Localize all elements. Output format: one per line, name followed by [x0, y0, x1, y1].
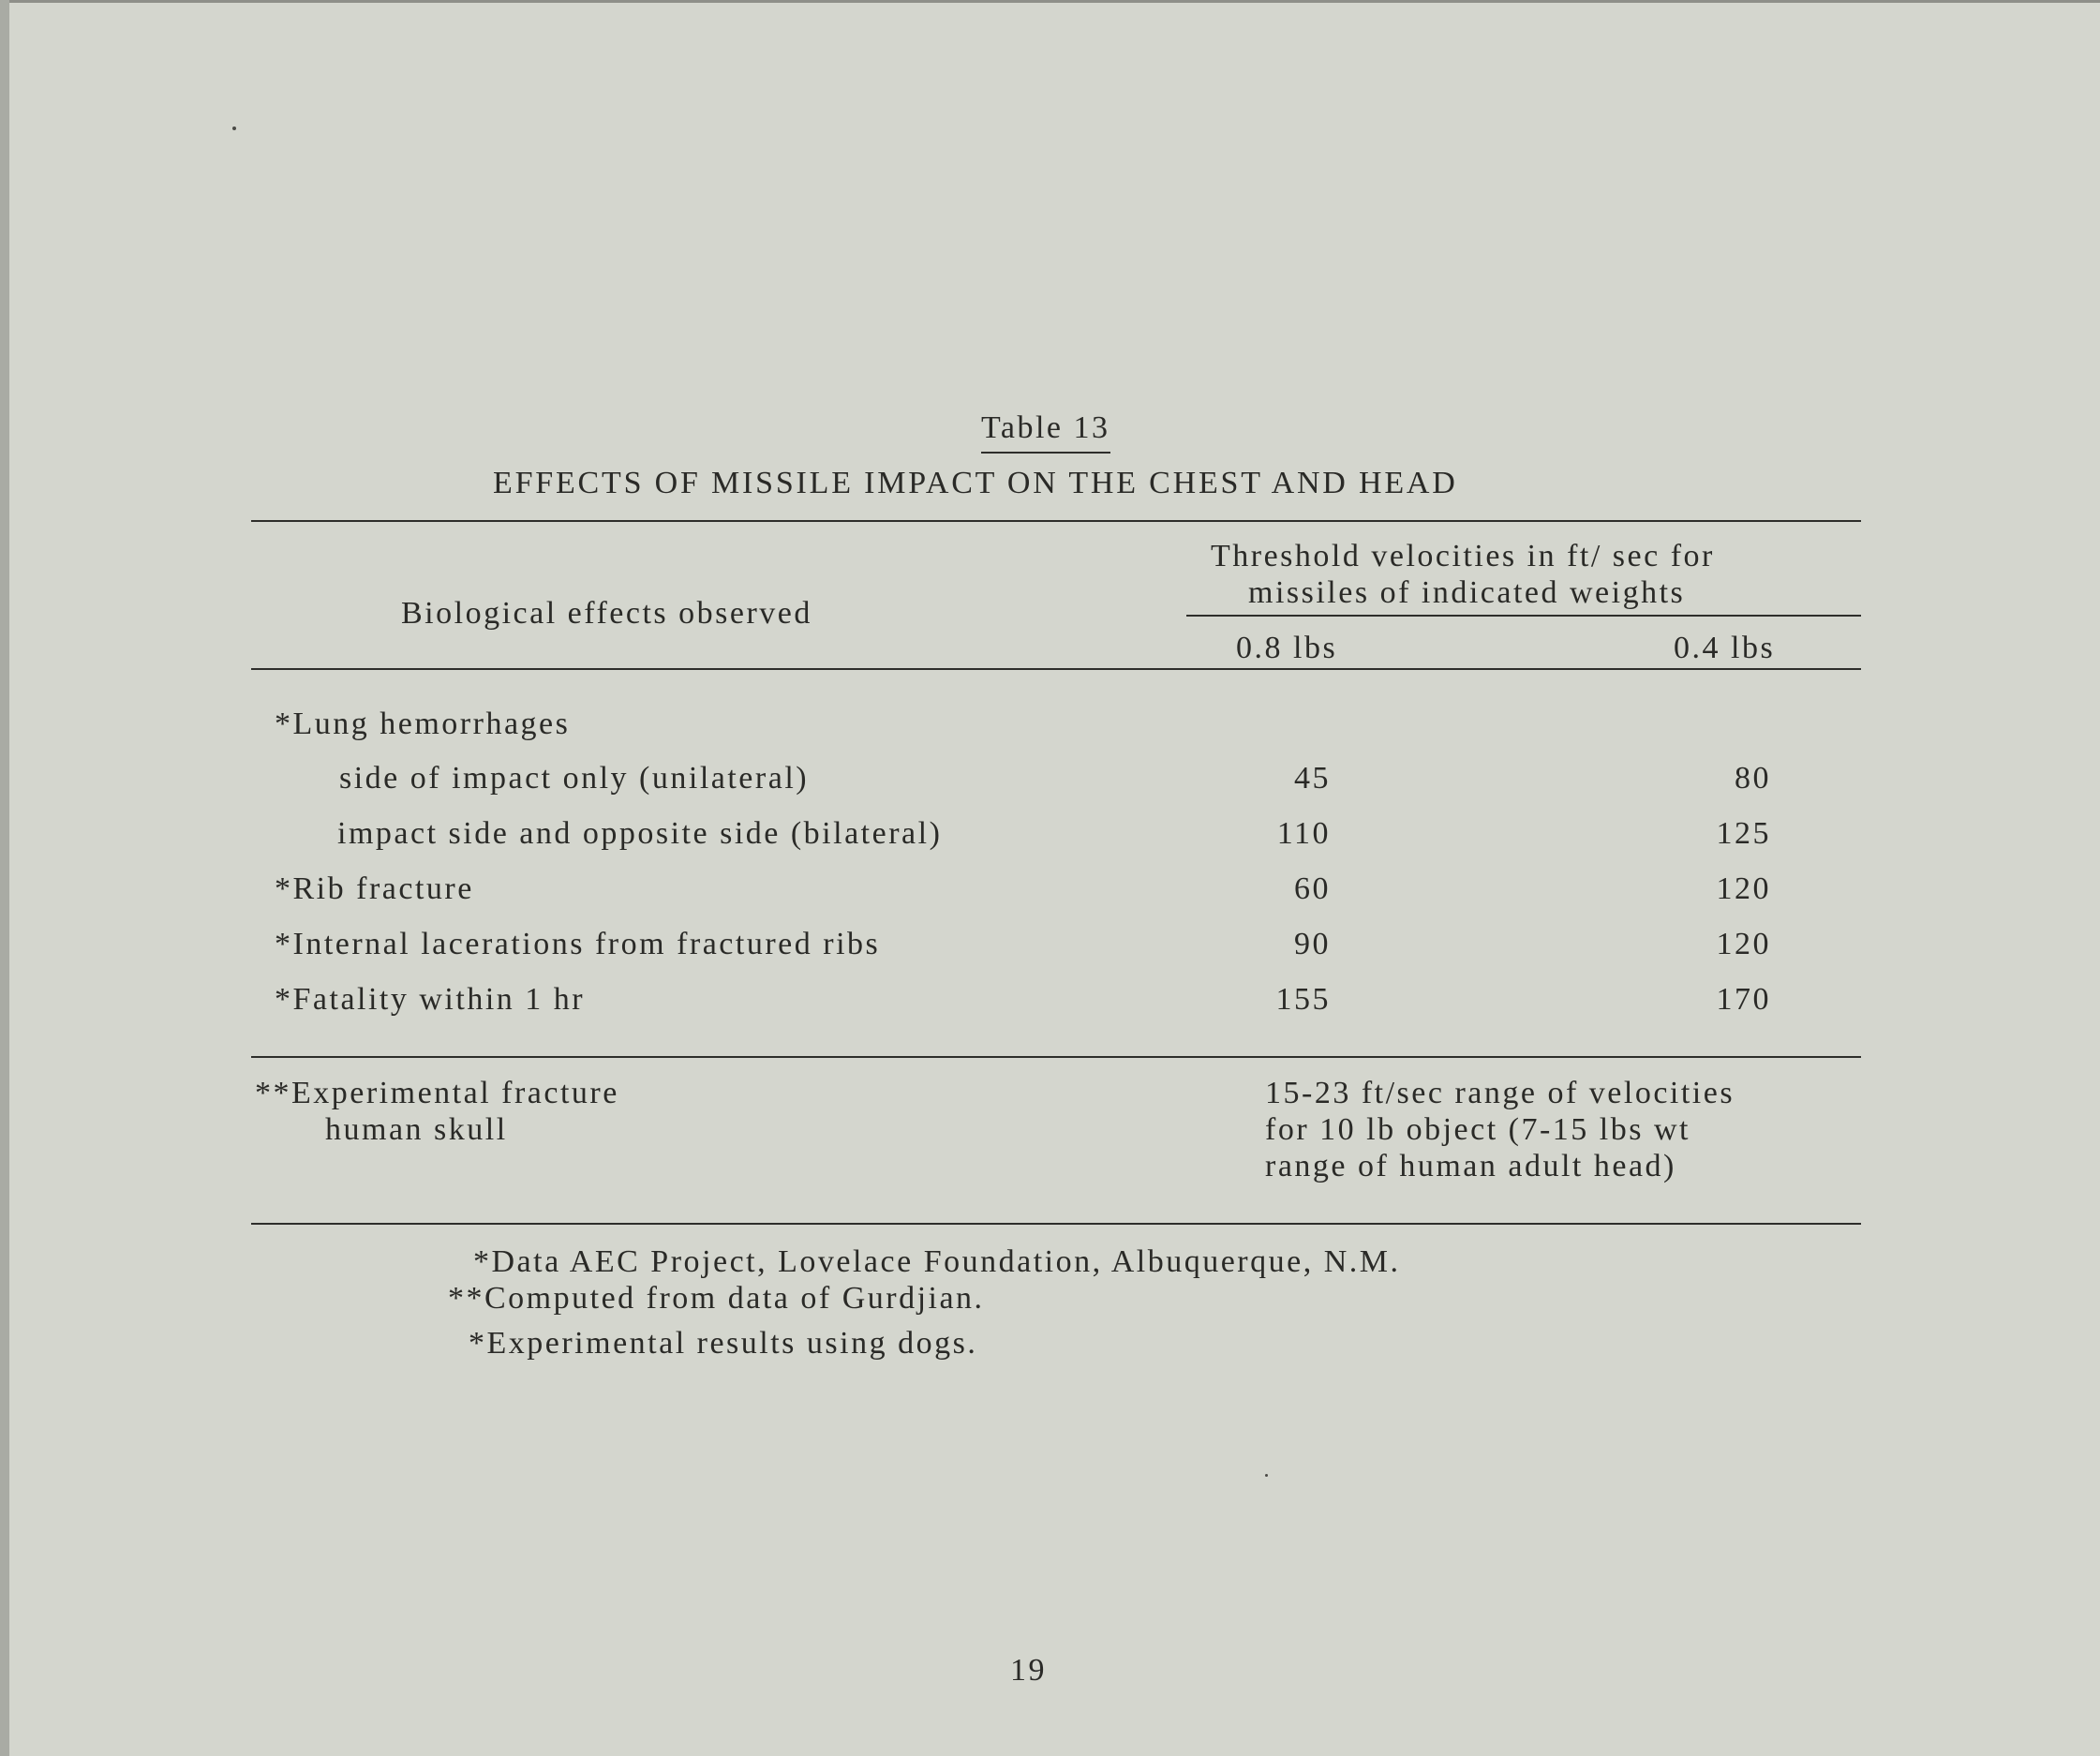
document-page	[9, 0, 2100, 1756]
table-row-label: *Rib fracture	[275, 871, 474, 906]
table-cell-value: 45	[1294, 761, 1331, 796]
table-cell-value: 80	[1735, 761, 1771, 796]
table-cell-value: 60	[1294, 871, 1331, 906]
skull-row-label-line2: human skull	[325, 1112, 508, 1147]
skull-row-value-line3: range of human adult head)	[1265, 1149, 1676, 1183]
header-bottom-rule	[251, 668, 1861, 670]
table-cell-value: 155	[1275, 982, 1331, 1017]
page-number: 19	[1010, 1653, 1047, 1688]
table-cell-value: 170	[1716, 982, 1771, 1017]
table-row-label: side of impact only (unilateral)	[339, 761, 810, 796]
column-group-header-line1: Threshold velocities in ft/ sec for	[1211, 539, 1715, 573]
table-row-label: *Internal lacerations from fractured ribs	[275, 927, 881, 961]
bleed-through-block	[244, 265, 1649, 499]
stray-mark	[1265, 1474, 1268, 1477]
section-rule	[251, 1056, 1861, 1058]
column-header-0-4-lbs: 0.4 lbs	[1674, 631, 1776, 665]
footnote: *Experimental results using dogs.	[469, 1326, 978, 1361]
row-group-label-lung: *Lung hemorrhages	[275, 707, 571, 741]
table-cell-value: 120	[1716, 871, 1771, 906]
table-caption: Table 13	[981, 412, 1110, 454]
table-row-label: impact side and opposite side (bilateral)	[337, 816, 943, 851]
column-header-0-8-lbs: 0.8 lbs	[1236, 631, 1338, 665]
stray-mark	[232, 126, 236, 130]
footnote: *Data AEC Project, Lovelace Foundation, Albuquerque, N.M.	[473, 1244, 1401, 1279]
table-cell-value: 90	[1294, 927, 1331, 961]
table-bottom-rule	[251, 1223, 1861, 1225]
skull-row-label-line1: **Experimental fracture	[255, 1076, 619, 1110]
table-title: EFFECTS OF MISSILE IMPACT ON THE CHEST AND HEAD	[493, 466, 1458, 500]
table-row-label: *Fatality within 1 hr	[275, 982, 586, 1017]
top-rule	[251, 520, 1861, 522]
group-header-rule	[1186, 615, 1861, 617]
column-header-effects: Biological effects observed	[401, 596, 812, 631]
column-group-header-line2: missiles of indicated weights	[1248, 575, 1686, 610]
table-cell-value: 120	[1716, 927, 1771, 961]
skull-row-value-line2: for 10 lb object (7-15 lbs wt	[1265, 1112, 1690, 1147]
skull-row-value-line1: 15-23 ft/sec range of velocities	[1265, 1076, 1735, 1110]
table-cell-value: 110	[1276, 816, 1331, 851]
footnote: **Computed from data of Gurdjian.	[448, 1281, 985, 1316]
table-cell-value: 125	[1716, 816, 1771, 851]
